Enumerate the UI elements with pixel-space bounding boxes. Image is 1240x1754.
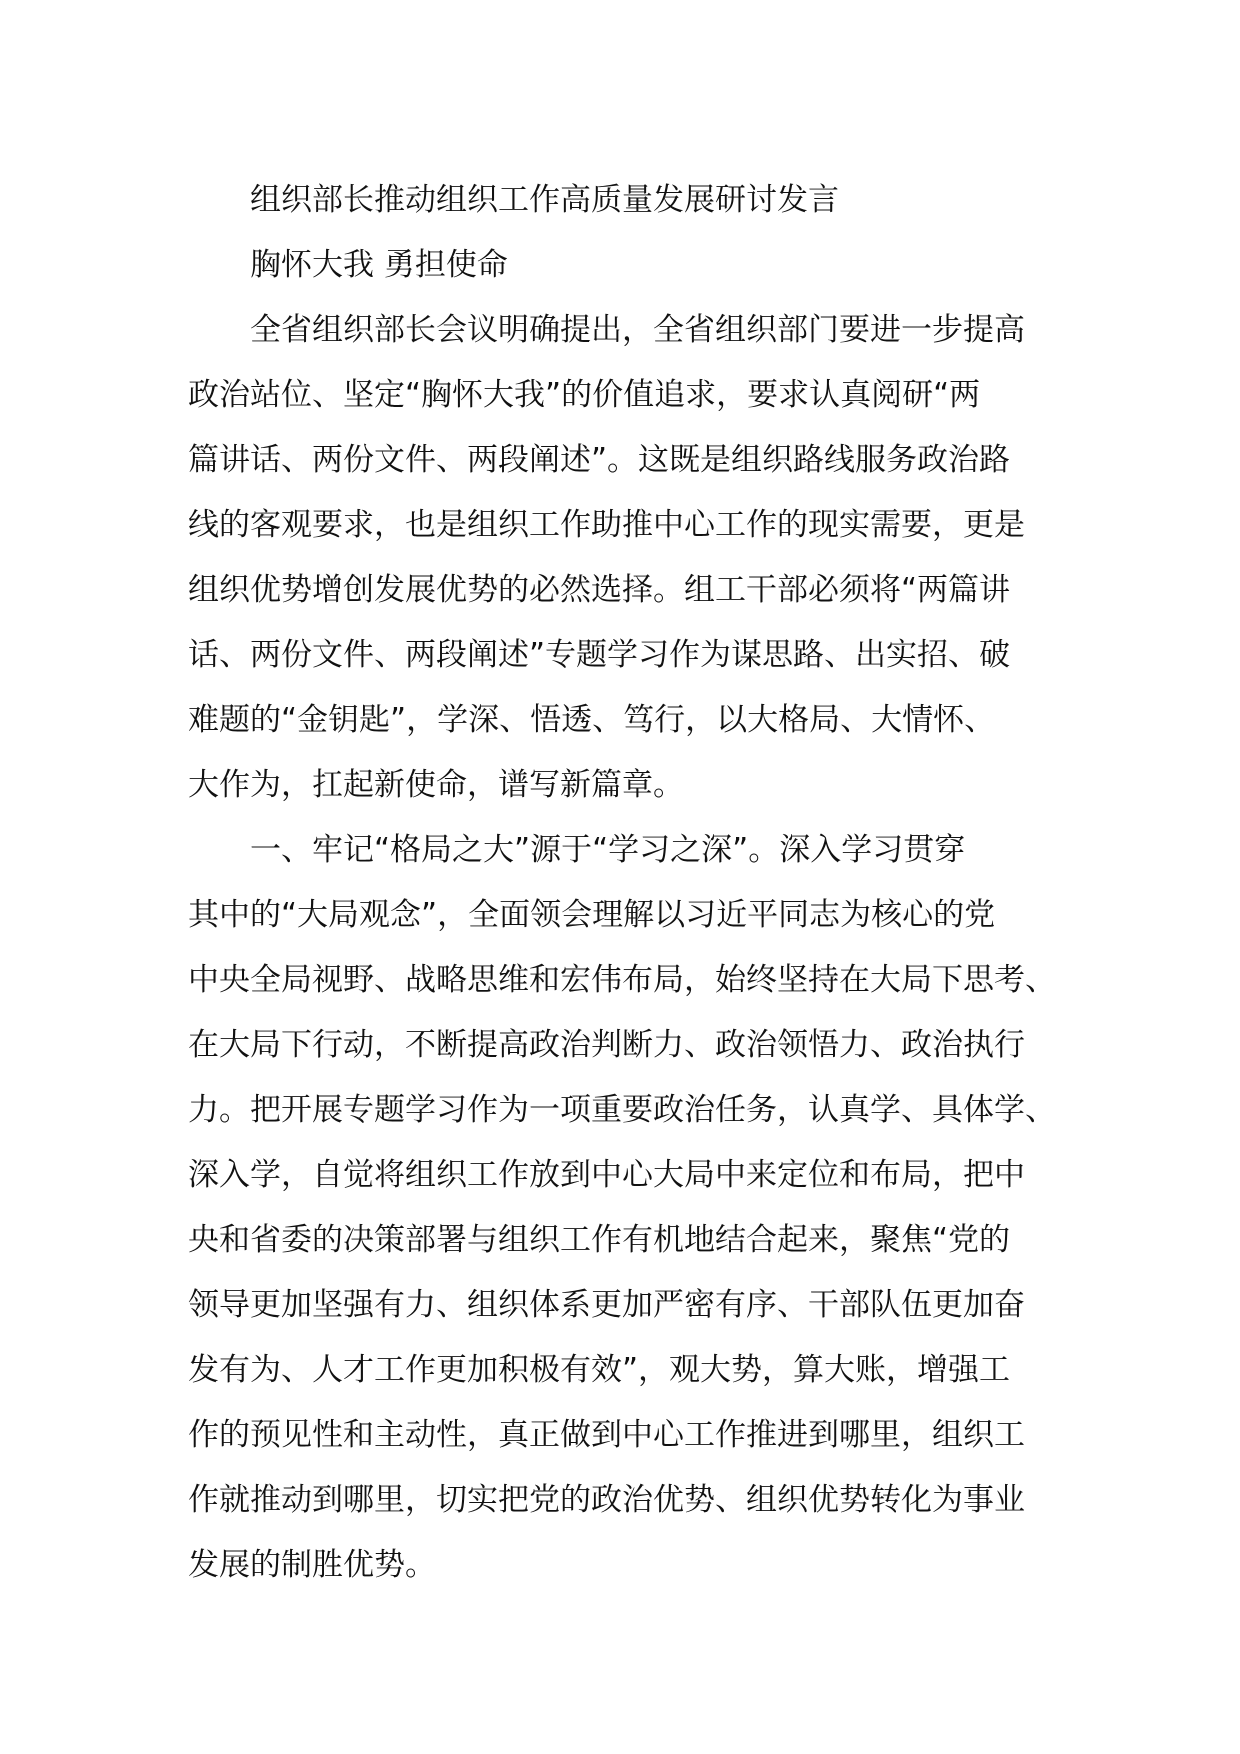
paragraph-line: 央和省委的决策部署与组织工作有机地结合起来，聚焦“党的 bbox=[188, 1222, 1011, 1258]
paragraph-line: 作就推动到哪里，切实把党的政治优势、组织优势转化为事业 bbox=[188, 1482, 1025, 1518]
paragraph-line: 难题的“金钥匙”，学深、悟透、笃行，以大格局、大情怀、 bbox=[188, 702, 996, 738]
paragraph-line: 作的预见性和主动性，真正做到中心工作推进到哪里，组织工 bbox=[188, 1417, 1025, 1453]
paragraph-line: 一、牢记“格局之大”源于“学习之深”。深入学习贯穿 bbox=[250, 832, 966, 868]
document-title: 组织部长推动组织工作高质量发展研讨发言 bbox=[250, 182, 839, 218]
paragraph-line: 全省组织部长会议明确提出，全省组织部门要进一步提高 bbox=[250, 312, 1025, 348]
paragraph-line: 领导更加坚强有力、组织体系更加严密有序、干部队伍更加奋 bbox=[188, 1287, 1025, 1323]
paragraph-section-one bbox=[188, 818, 1066, 1598]
paragraph-line: 大作为，扛起新使命，谱写新篇章。 bbox=[188, 767, 684, 803]
paragraph-line: 线的客观要求，也是组织工作助推中心工作的现实需要，更是 bbox=[188, 507, 1025, 543]
paragraph-line: 发展的制胜优势。 bbox=[188, 1547, 436, 1583]
paragraph-line: 在大局下行动，不断提高政治判断力、政治领悟力、政治执行 bbox=[188, 1027, 1025, 1063]
paragraph-line: 话、两份文件、两段阐述”专题学习作为谋思路、出实招、破 bbox=[188, 637, 1011, 673]
paragraph-line: 中央全局视野、战略思维和宏伟布局，始终坚持在大局下思考、 bbox=[188, 962, 1056, 998]
document-body bbox=[188, 168, 1066, 1598]
paragraph-intro bbox=[188, 298, 1066, 818]
paragraph-line: 其中的“大局观念”，全面领会理解以习近平同志为核心的党 bbox=[188, 897, 996, 933]
paragraph-line: 发有为、人才工作更加积极有效”，观大势，算大账，增强工 bbox=[188, 1352, 1011, 1388]
document-subtitle: 胸怀大我 勇担使命 bbox=[250, 247, 508, 283]
paragraph-line: 篇讲话、两份文件、两段阐述”。这既是组织路线服务政治路 bbox=[188, 442, 1011, 478]
paragraph-line: 组织优势增创发展优势的必然选择。组工干部必须将“两篇讲 bbox=[188, 572, 1011, 608]
paragraph-line: 深入学，自觉将组织工作放到中心大局中来定位和布局，把中 bbox=[188, 1157, 1025, 1193]
paragraph-line: 政治站位、坚定“胸怀大我”的价值追求，要求认真阅研“两 bbox=[188, 377, 981, 413]
paragraph-line: 力。把开展专题学习作为一项重要政治任务，认真学、具体学、 bbox=[188, 1092, 1056, 1128]
